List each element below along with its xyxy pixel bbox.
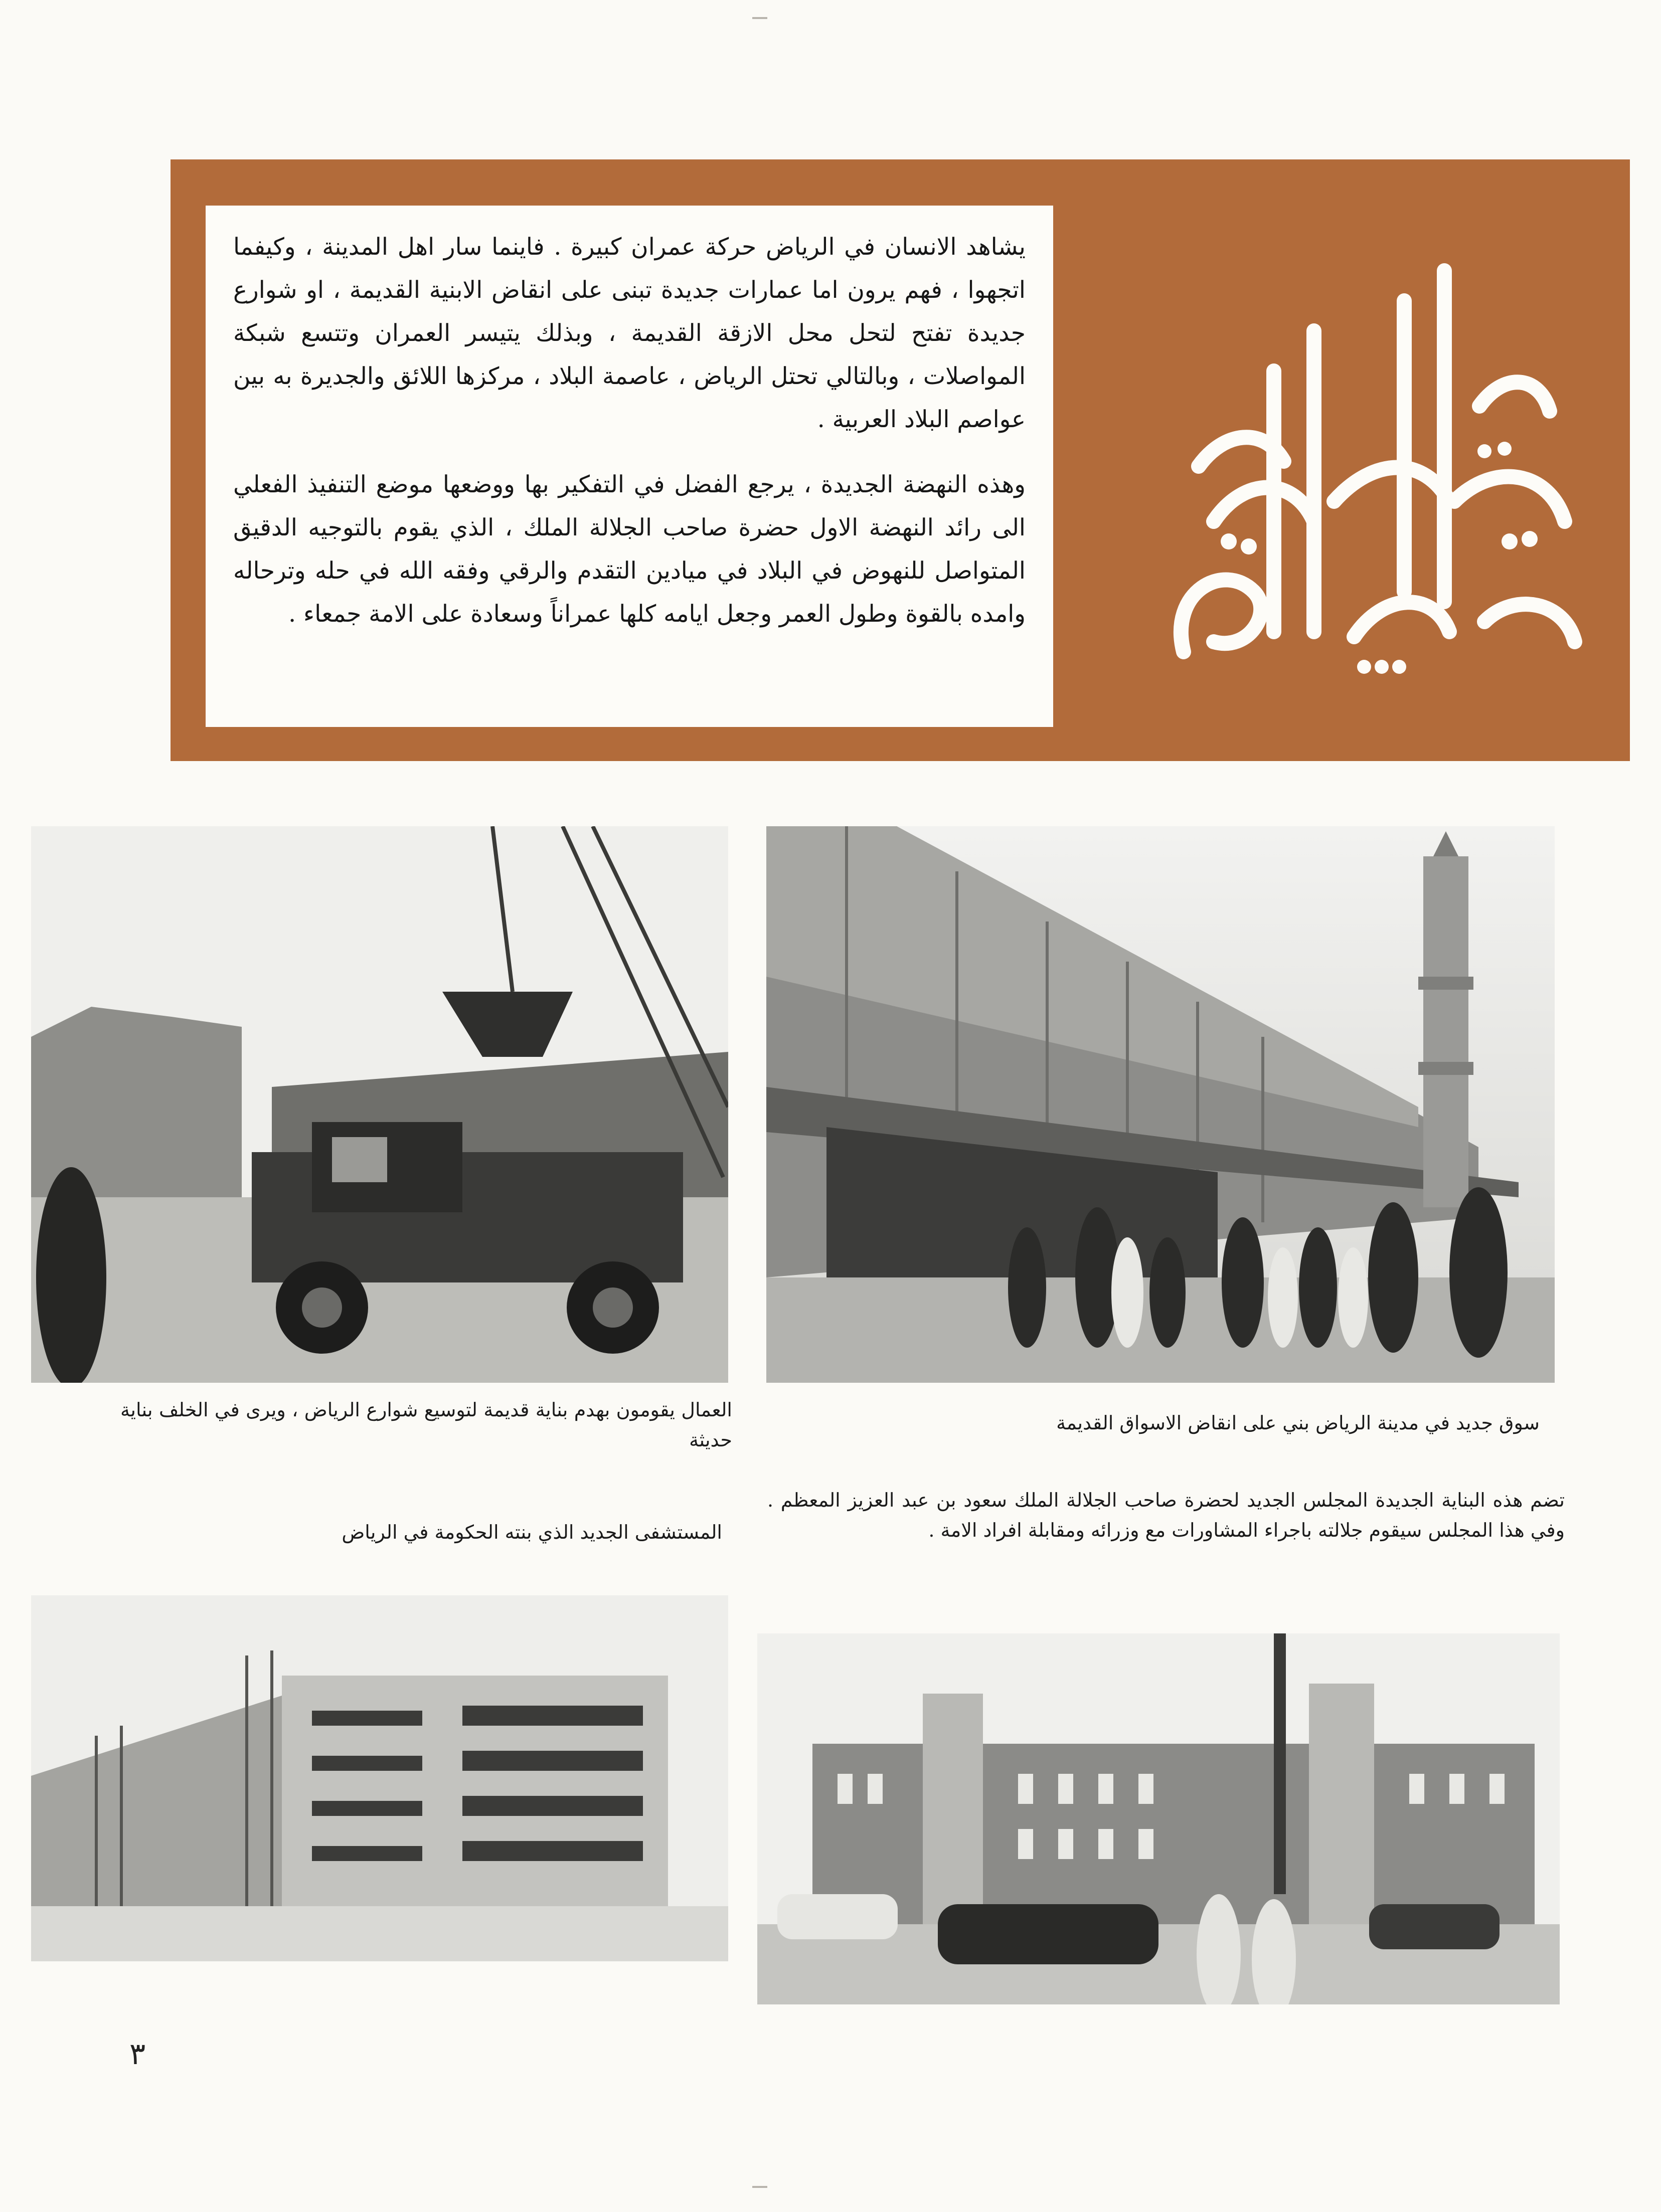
page-crease-top (752, 17, 767, 19)
intro-paragraph-2: وهذه النهضة الجديدة ، يرجع الفضل في التفكير بها ووضعها موضع التنفيذ الفعلي الى رائد النهضة الاول حضرة صاحب الجلالة الملك ، الذي يقوم بالتوجيه الدقيق المتواصل للنهوض في البلاد في ميادين التقدم والرقي وفقه الله في حله وترحاله وامده بالقوة وطول العمر وجعل ايامه كلها عمراناً وسعادة على الامة جمعاء . (233, 471, 1026, 628)
council-building-photo (757, 1633, 1560, 2004)
council-caption: تضم هذه البناية الجديدة المجلس الجديد لحضرة صاحب الجلالة الملك سعود بن عبد العزيز المعظم . وفي هذا المجلس سيقوم جلالته باجراء المشاورات مع وزرائه ومقابلة افراد الامة . (767, 1489, 1565, 1541)
page-number: ٣ (129, 2037, 146, 2072)
demolition-caption: العمال يقومون بهدم بناية قديمة لتوسيع شوارع الرياض ، ويرى في الخلف بناية حديثة (120, 1399, 732, 1451)
demolition-photo (31, 826, 728, 1383)
market-photo (766, 826, 1555, 1383)
hospital-caption: المستشفى الجديد الذي بنته الحكومة في الرياض (342, 1521, 722, 1543)
intro-paragraph-1: يشاهد الانسان في الرياض حركة عمران كبيرة . فاينما سار اهل المدينة ، وكيفما اتجهوا ، فهم يرون اما عمارات جديدة تبنى على انقاض الابنية القديمة ، او شوارع جديدة تفتح لتحل محل الازقة القديمة ، وبذلك يتيسر العمران وتتسع شبكة المواصلات ، وبالتالي تحتل الرياض ، عاصمة البلاد ، مركزها اللائق والجديرة به بين عواصم البلاد العربية . (233, 233, 1026, 433)
market-caption: سوق جديد في مدينة الرياض بني على انقاض الاسواق القديمة (1056, 1412, 1540, 1434)
page-crease-bottom (752, 2186, 767, 2188)
calligraphy-title (1123, 241, 1605, 692)
hospital-photo (31, 1595, 728, 1961)
intro-text-box (206, 206, 1053, 727)
calligraphy-artwork (1123, 241, 1605, 692)
